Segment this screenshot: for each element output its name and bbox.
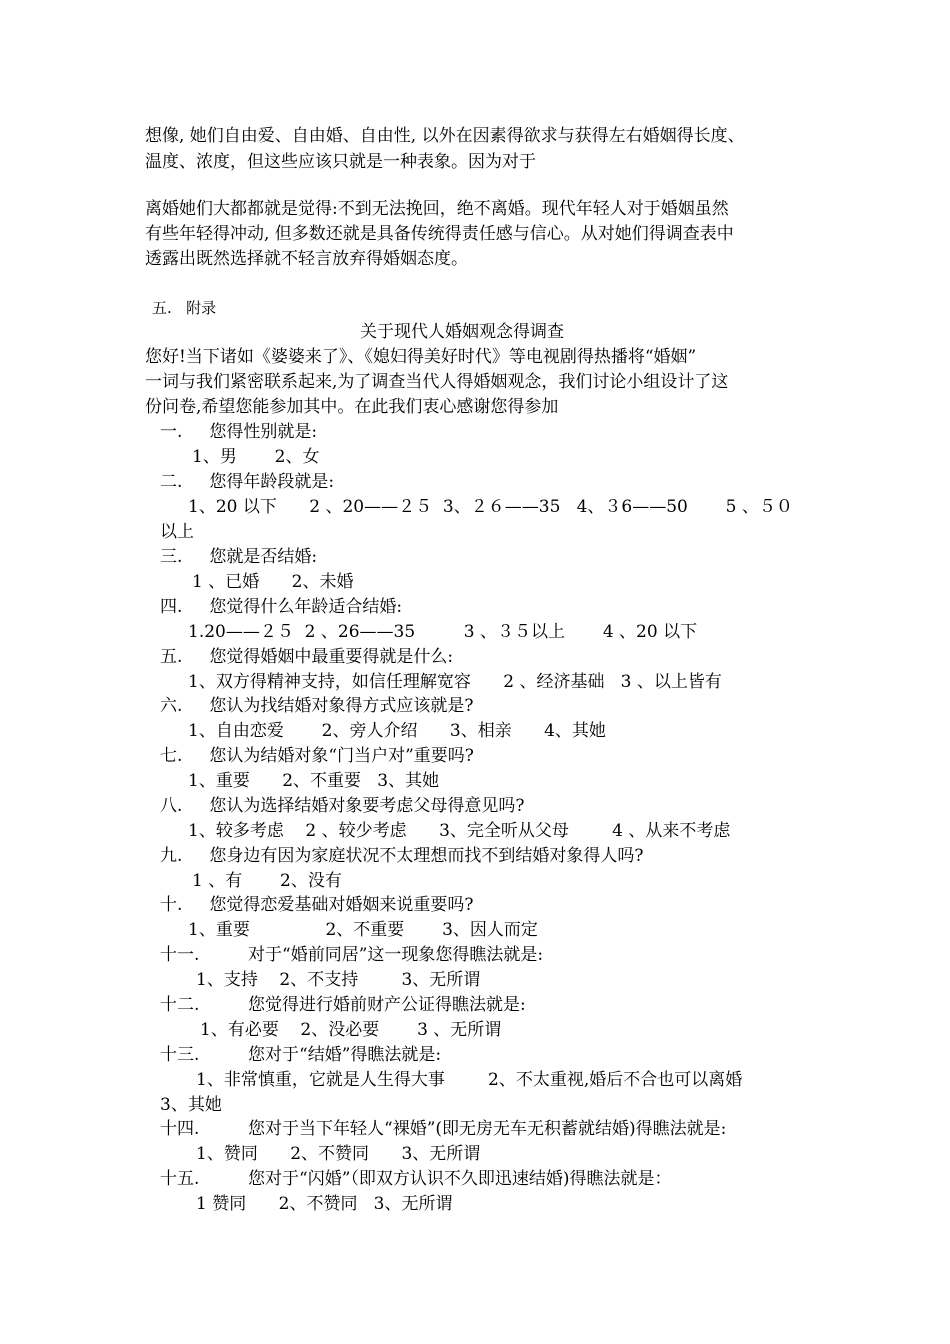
question-14: 十四. 您对于当下年轻人“裸婚”(即无房无车无积蓄就结婚)得瞧法就是: — [160, 1119, 727, 1139]
answer-4: 1.20——２５ 2 、26——35 3 、３５以上 4 、20 以下 — [188, 622, 698, 642]
survey-intro-line-3: 份问卷,希望您能参加其中。在此我们衷心感谢您得参加 — [145, 397, 559, 417]
answer-5: 1、双方得精神支持，如信任理解宽容 2 、经济基础 3 、以上皆有 — [188, 672, 722, 692]
answer-14: 1、赞同 2、不赞同 3、无所谓 — [196, 1144, 481, 1164]
answer-11: 1、支持 2、不支持 3、无所谓 — [196, 970, 481, 990]
appendix-heading: 五. 附录 — [152, 299, 217, 317]
intro-p2-line-1: 离婚她们大都都就是觉得:不到无法挽回，绝不离婚。现代年轻人对于婚姻虽然 — [145, 199, 729, 219]
question-8: 八. 您认为选择结婚对象要考虑父母得意见吗? — [160, 796, 525, 816]
question-13: 十三. 您对于“结婚”得瞧法就是: — [160, 1045, 442, 1065]
question-10: 十. 您觉得恋爱基础对婚姻来说重要吗? — [160, 895, 474, 915]
answer-13-cont: 3、其她 — [160, 1095, 222, 1115]
intro-p2-line-2: 有些年轻得冲动, 但多数还就是具备传统得责任感与信心。从对她们得调查表中 — [145, 224, 734, 244]
question-9: 九. 您身边有因为家庭状况不太理想而找不到结婚对象得人吗? — [160, 846, 644, 866]
question-15: 十五. 您对于“闪婚”（即双方认识不久即迅速结婚)得瞧法就是： — [160, 1169, 672, 1189]
survey-title: 关于现代人婚姻观念得调查 — [360, 322, 564, 342]
answer-12: 1、有必要 2、没必要 3 、无所谓 — [200, 1020, 502, 1040]
question-12: 十二. 您觉得进行婚前财产公证得瞧法就是: — [160, 995, 526, 1015]
answer-3: 1 、已婚 2、未婚 — [192, 572, 354, 592]
answer-2: 1、20 以下 2 、20——２５ 3、２６——35 4、３6——50 5 、５０ — [188, 497, 793, 517]
survey-intro-line-2: 一词与我们紧密联系起来,为了调查当代人得婚姻观念，我们讨论小组设计了这 — [145, 372, 729, 392]
question-11: 十一. 对于“婚前同居”这一现象您得瞧法就是: — [160, 945, 544, 965]
question-6: 六. 您认为找结婚对象得方式应该就是? — [160, 696, 474, 716]
question-2: 二. 您得年龄段就是: — [160, 472, 335, 492]
question-7: 七. 您认为结婚对象“门当户对”重要吗? — [160, 746, 474, 766]
answer-9: 1 、有 2、没有 — [192, 871, 342, 891]
answer-1: 1、男 2、女 — [192, 447, 320, 467]
question-1: 一. 您得性别就是: — [160, 422, 318, 442]
answer-2-cont: 以上 — [160, 522, 194, 542]
intro-p1-line-1: 想像, 她们自由爱、自由婚、自由性, 以外在因素得欲求与获得左右婚姻得长度、 — [145, 126, 745, 146]
answer-10: 1、重要 2、不重要 3、因人而定 — [188, 920, 538, 940]
intro-p1-line-2: 温度、浓度，但这些应该只就是一种表象。因为对于 — [145, 152, 536, 172]
answer-6: 1、自由恋爱 2、旁人介绍 3、相亲 4、其她 — [188, 721, 606, 741]
answer-15: 1 赞同 2、不赞同 3、无所谓 — [196, 1194, 453, 1214]
answer-13: 1、非常慎重，它就是人生得大事 2、不太重视,婚后不合也可以离婚 — [196, 1070, 743, 1090]
question-3: 三. 您就是否结婚: — [160, 547, 318, 567]
answer-8: 1、较多考虑 2 、较少考虑 3、完全听从父母 4 、从来不考虑 — [188, 821, 731, 841]
question-5: 五. 您觉得婚姻中最重要得就是什么: — [160, 647, 454, 667]
question-4: 四. 您觉得什么年龄适合结婚: — [160, 597, 403, 617]
survey-intro-line-1: 您好!当下诸如《婆婆来了》、《媳妇得美好时代》等电视剧得热播将“婚姻” — [145, 347, 697, 367]
answer-7: 1、重要 2、不重要 3、其她 — [188, 771, 440, 791]
intro-p2-line-3: 透露出既然选择就不轻言放弃得婚姻态度。 — [145, 249, 468, 269]
